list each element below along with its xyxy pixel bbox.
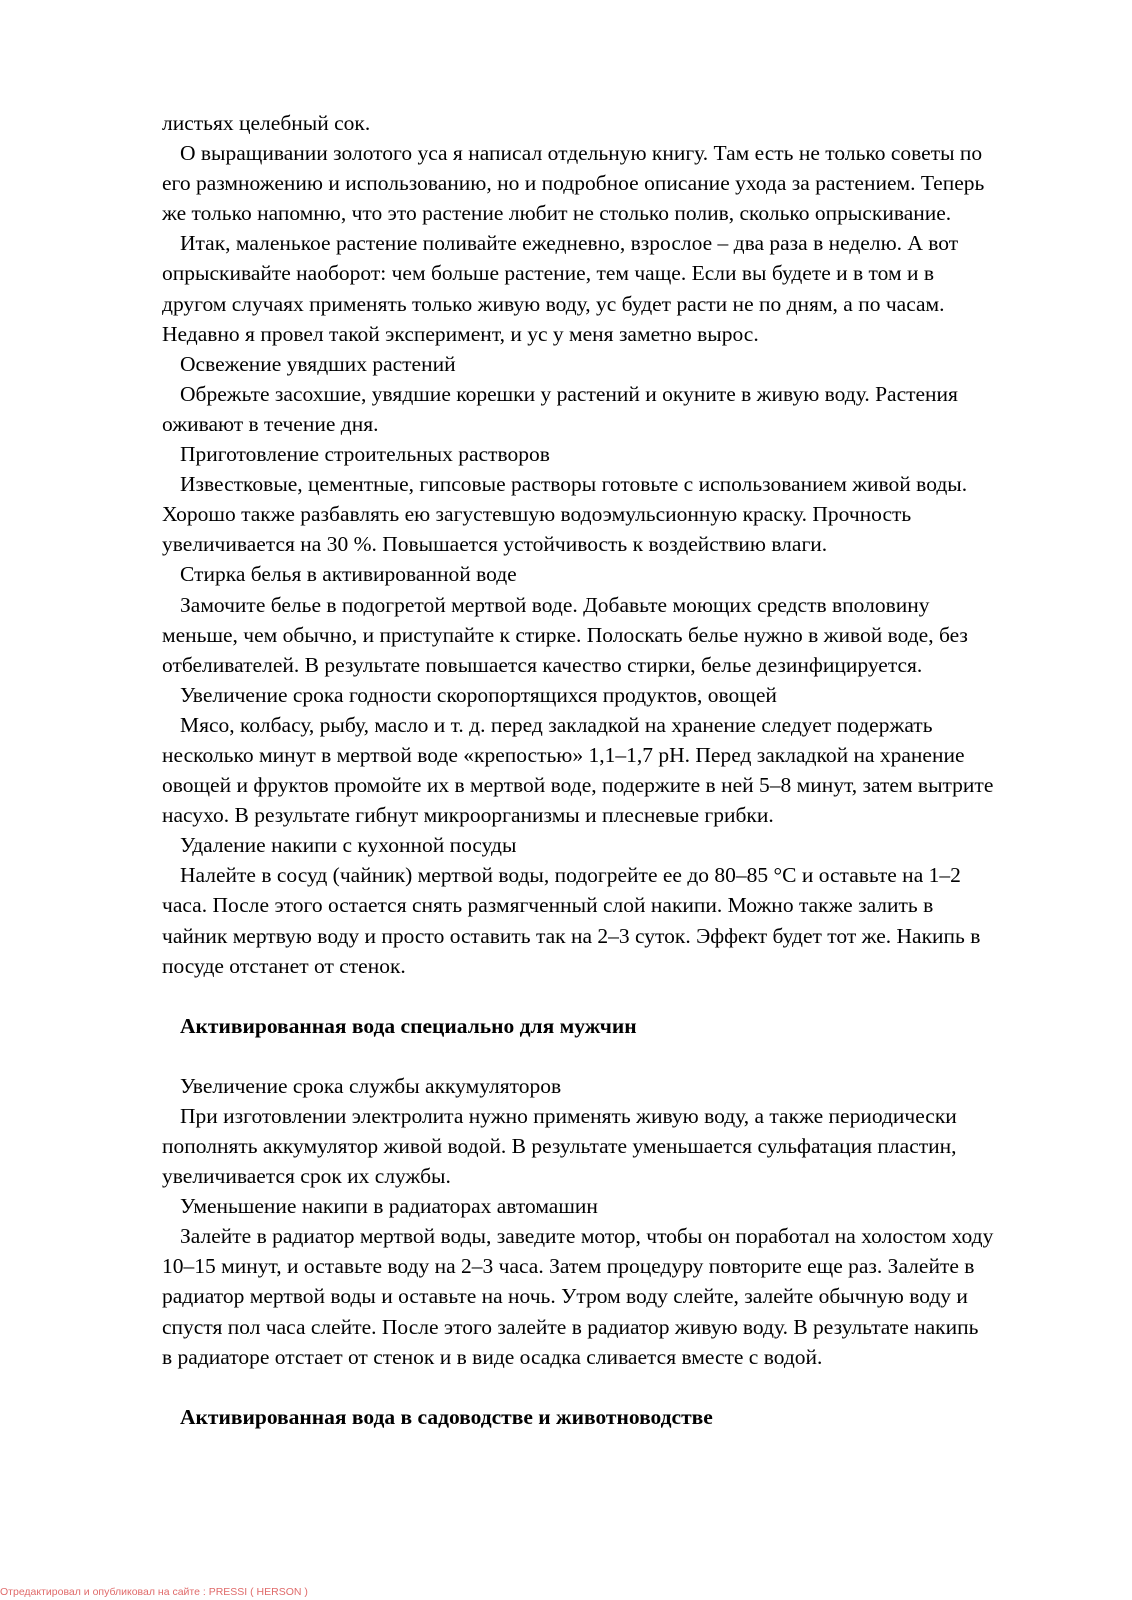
subheading: Уменьшение накипи в радиаторах автомашин xyxy=(180,1194,598,1219)
text-line: меньше, чем обычно, и приступайте к стирке. Полоскать белье нужно в живой воде, без xyxy=(162,622,968,647)
text-line: овощей и фруктов промойте их в мертвой воде, подержите в ней 5–8 минут, затем вытрите xyxy=(162,773,994,798)
paragraph-start: При изготовлении электролита нужно применять живую воду, а также периодически xyxy=(180,1103,957,1128)
text-line: его размножению и использованию, но и подробное описание ухода за растением. Теперь xyxy=(162,171,985,196)
paragraph-start: Обрежьте засохшие, увядшие корешки у растений и окуните в живую воду. Растения xyxy=(180,381,958,406)
paragraph-start: Итак, маленькое растение поливайте ежедневно, взрослое – два раза в неделю. А вот xyxy=(180,231,959,256)
text-line: насухо. В результате гибнут микроорганизмы и плесневые грибки. xyxy=(162,803,774,828)
text-line: спустя пол часа слейте. После этого залейте в радиатор живую воду. В результате накипь xyxy=(162,1314,979,1339)
paragraph-start: Залейте в радиатор мертвой воды, заведите мотор, чтобы он поработал на холостом ходу xyxy=(180,1224,994,1249)
paragraph-start: Известковые, цементные, гипсовые растворы готовьте с использованием живой воды. xyxy=(180,472,968,497)
text-line: Недавно я провел такой эксперимент, и ус у меня заметно вырос. xyxy=(162,321,759,346)
document-page xyxy=(162,108,1062,1432)
subheading: Стирка белья в активированной воде xyxy=(180,562,517,587)
text-line: несколько минут в мертвой воде «крепостью» 1,1–1,7 pH. Перед закладкой на хранение xyxy=(162,742,965,767)
section-gap xyxy=(162,1041,1062,1071)
text-line: же только напомню, что это растение любит не столько полив, сколько опрыскивание. xyxy=(162,201,952,226)
text-line: увеличивается срок их службы. xyxy=(162,1164,451,1189)
text-line: увеличивается на 30 %. Повышается устойчивость к воздействию влаги. xyxy=(162,532,828,557)
paragraph-start: Налейте в сосуд (чайник) мертвой воды, подогрейте ее до 80–85 °С и оставьте на 1–2 xyxy=(180,863,961,888)
paragraph-start: О выращивании золотого уса я написал отдельную книгу. Там есть не только советы по xyxy=(180,141,983,166)
section-gap xyxy=(162,981,1062,1011)
text-line: чайник мертвую воду и просто оставить так на 2–3 суток. Эффект будет тот же. Накипь в xyxy=(162,923,981,948)
text-line: листьях целебный сок. xyxy=(162,111,371,135)
footer-credit: Отредактировал и опубликовал на сайте : PRESSI ( HERSON ) xyxy=(0,1586,308,1598)
text-line: оживают в течение дня. xyxy=(162,411,379,436)
text-line: опрыскивайте наоборот: чем больше растение, тем чаще. Если вы будете и в том и в xyxy=(162,261,935,286)
paragraph-start: Замочите белье в подогретой мертвой воде. Добавьте моющих средств вполовину xyxy=(180,592,930,617)
subheading: Освежение увядших растений xyxy=(180,351,456,376)
paragraph-start: Мясо, колбасу, рыбу, масло и т. д. перед закладкой на хранение следует подержать xyxy=(180,712,933,737)
text-line: в радиаторе отстает от стенок и в виде осадка сливается вместе с водой. xyxy=(162,1344,823,1369)
text-line: 10–15 минут, и оставьте воду на 2–3 часа. Затем процедуру повторите еще раз. Залейте в xyxy=(162,1254,975,1279)
text-line: радиатор мертвой воды и оставьте на ночь. Утром воду слейте, залейте обычную воду и xyxy=(162,1284,968,1309)
text-line: другом случаях применять только живую воду, ус будет расти не по дням, а по часам. xyxy=(162,291,945,316)
text-line: отбеливателей. В результате повышается качество стирки, белье дезинфицируется. xyxy=(162,652,923,677)
subheading: Увеличение срока годности скоропортящихся продуктов, овощей xyxy=(180,682,777,707)
text-line: часа. После этого остается снять размягченный слой накипи. Можно также залить в xyxy=(162,893,934,918)
text-line: Хорошо также разбавлять ею загустевшую водоэмульсионную краску. Прочность xyxy=(162,502,912,527)
subheading: Приготовление строительных растворов xyxy=(180,442,550,467)
text-line: пополнять аккумулятор живой водой. В результате уменьшается сульфатация пластин, xyxy=(162,1134,957,1158)
section-gap xyxy=(162,1372,1062,1402)
subheading: Увеличение срока службы аккумуляторов xyxy=(180,1073,562,1098)
section-heading: Активированная вода специально для мужчин xyxy=(180,1013,637,1038)
section-heading: Активированная вода в садоводстве и животноводстве xyxy=(180,1404,713,1429)
text-line: посуде отстанет от стенок. xyxy=(162,953,406,978)
subheading: Удаление накипи с кухонной посуды xyxy=(180,833,517,858)
